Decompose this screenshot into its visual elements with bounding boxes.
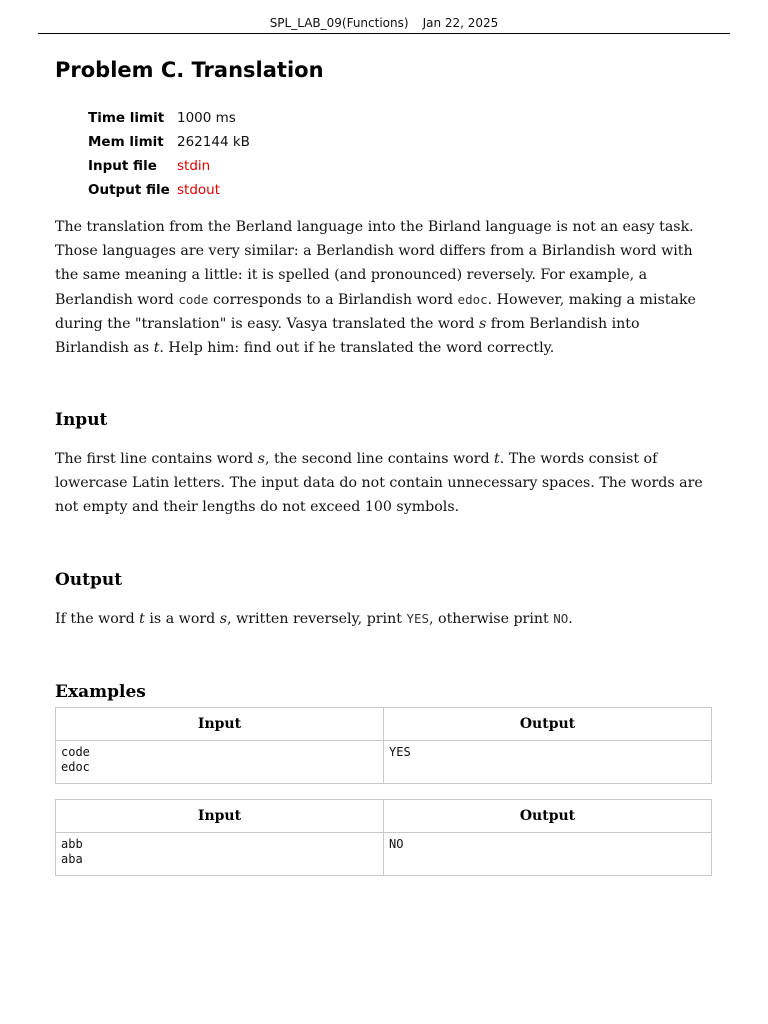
input-column-header: Input: [56, 708, 384, 741]
example-table-1: [55, 707, 712, 784]
limit-row-memory: [88, 130, 250, 154]
text: corresponds to a Birlandish word: [208, 291, 458, 308]
inline-code: edoc: [457, 291, 488, 307]
examples-heading: Examples: [55, 682, 146, 702]
output-heading: Output: [55, 570, 123, 590]
example-header-row: [56, 800, 712, 833]
input-column-header: Input: [56, 800, 384, 833]
limit-value: 1000 ms: [177, 110, 236, 126]
contest-date: Jan 22, 2025: [422, 16, 499, 30]
running-header: [0, 16, 768, 30]
input-paragraph: [55, 447, 715, 520]
output-paragraph: [55, 607, 715, 631]
header-rule: [38, 33, 730, 34]
text: The translation from the Berland language into the Birland language is not an easy task. Those languages are very similar: a Berlandish word differs from a Birlandish word with the same meaning a little: it is spelled (and pronounced) reversely. For example, a Berlandish word: [55, 219, 694, 308]
limit-value: stdin: [177, 158, 211, 174]
limit-row-time: [88, 106, 250, 130]
example-row: [56, 833, 712, 876]
example-output[interactable]: YES: [384, 741, 712, 784]
limit-value: 262144 kB: [177, 134, 250, 150]
text: is a word: [144, 611, 220, 627]
text: .: [568, 611, 573, 627]
problem-title: Problem C. Translation: [55, 58, 324, 82]
output-column-header: Output: [384, 708, 712, 741]
inline-code: NO: [553, 611, 569, 626]
limit-key: Time limit: [88, 110, 165, 126]
example-input[interactable]: code edoc: [56, 741, 384, 784]
variable: s: [219, 611, 228, 627]
limit-row-input-file: [88, 154, 250, 178]
example-row: [56, 741, 712, 784]
limit-value: stdout: [177, 182, 221, 198]
limit-row-output-file: [88, 178, 250, 202]
inline-code: YES: [406, 611, 430, 626]
limit-key: Output file: [88, 182, 170, 198]
variable: t: [153, 340, 160, 357]
statement-paragraph: [55, 215, 715, 360]
text: , the second line contains word: [264, 451, 495, 467]
example-table-2: [55, 799, 712, 876]
example-output[interactable]: NO: [384, 833, 712, 876]
limit-key: Input file: [88, 158, 157, 174]
text: , written reversely, print: [227, 611, 407, 627]
variable: t: [139, 611, 145, 627]
variable: t: [494, 451, 500, 467]
text: If the word: [55, 611, 140, 627]
example-header-row: [56, 708, 712, 741]
input-heading: Input: [55, 410, 108, 430]
contest-name: SPL_LAB_09(Functions): [269, 16, 409, 30]
text: . The words consist of lowercase Latin letters. The input data do not contain unnecessary spaces. The words are not empty and their lengths do not exceed 100 symbols.: [55, 451, 703, 516]
limits-table: [88, 106, 250, 202]
text: . Help him: find out if he translated the word correctly.: [159, 340, 555, 357]
variable: s: [478, 315, 487, 332]
output-column-header: Output: [384, 800, 712, 833]
text: The first line contains word: [55, 451, 258, 467]
text: , otherwise print: [429, 611, 554, 627]
example-input[interactable]: abb aba: [56, 833, 384, 876]
variable: s: [257, 451, 265, 467]
inline-code: code: [178, 291, 209, 307]
text: . However, making a mistake during the "translation" is easy. Vasya translated the word: [55, 291, 696, 332]
text: from Berlandish into Birlandish as: [55, 315, 640, 357]
limit-key: Mem limit: [88, 134, 164, 150]
